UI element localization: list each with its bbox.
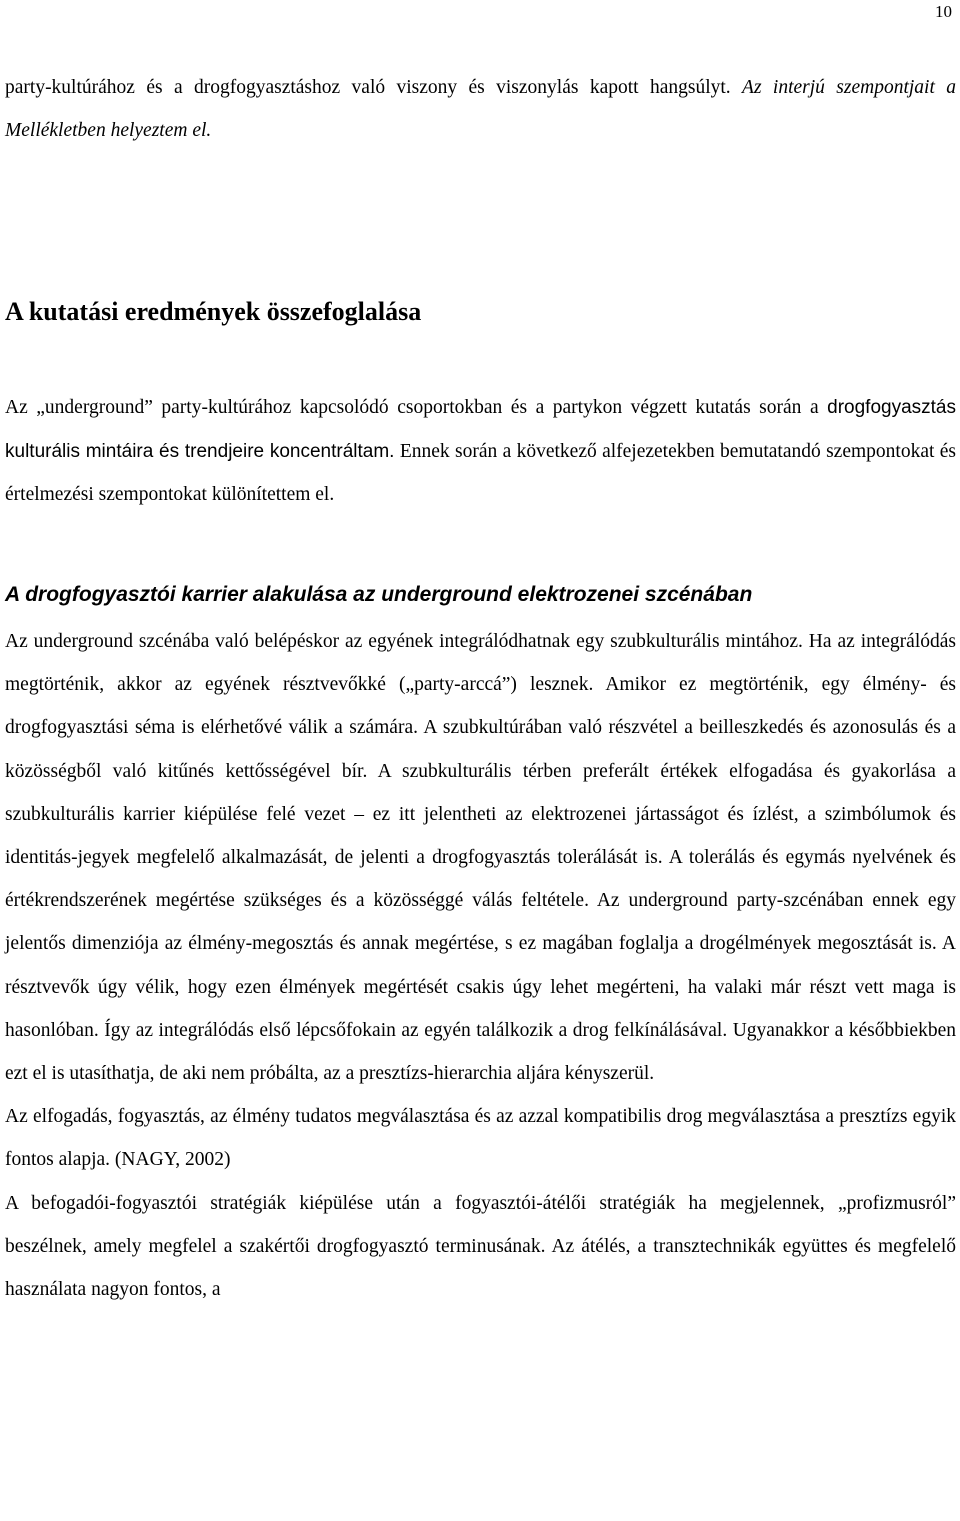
section-text-serif-2: Ennek során a következő alfejezetekben bemutatandó szempontokat és értelmezési szempontokat különítettem el. xyxy=(5,440,956,505)
section-text-sans: drogfogyasztás kulturális mintáira és trendjeire koncentráltam. xyxy=(5,397,956,462)
section-text-serif: Az „underground” party-kultúrához kapcsolódó csoportokban és a partykon végzett kutatás során a xyxy=(5,397,819,419)
body-paragraph-3: A befogadói-fogyasztói stratégiák kiépülése után a fogyasztói-átélői stratégiák ha megjelennek, „profizmusról” beszélnek, amely megfelel a szakértői drogfogyasztó terminusának. Az átélés, a transztechnikák együttes és megfelelő használata nagyon fontos, a xyxy=(5,1192,956,1301)
page-number: 10 xyxy=(935,2,952,21)
body-paragraph-1: Az underground szcénába való belépéskor az egyének integrálódhatnak egy szubkulturális mintához. Ha az integrálódás megtörténik, akkor az egyének résztvevőkké („party-arccá”) lesznek. Amikor ez megtörténik, egy élmény- és drogfogyasztási séma is elérhetővé válik a számára. A szubkultúrában való részvétel a beilleszkedés és azonosulás és a közösségből való kitűnés kettősségével bír. A szubkulturális térben preferált értékek elfogadása és gyakorlása a szubkulturális karrier kiépülése felé vezet – ez itt jelentheti az elektrozenei jártasságot és ízlést, a szimbólumok és identitás-jegyek megfelelő alkalmazását, de jelenti a drogfogyasztás tolerálását is. A tolerálás és egymás nyelvének és értékrendszerének megértése szükséges és a közösséggé válás feltétele. Az underground party-szcénában ennek egy jelentős dimenziója az élmény-megosztás és annak megértése, s ez magában foglalja a drogélmények megosztását is. A résztvevők úgy vélik, hogy ezen élmények megértését csakis úgy lehet megérteni, ha valaki már részt vett maga is hasonlóban. Így az integrálódás első lépcsőfokain az egyén találkozik a drog felkínálásával. Ugyanakkor a későbbiekben ezt el is utasíthatja, de aki nem próbálta, az a presztízs-hierarchia aljára kényszerül. xyxy=(5,631,956,1085)
intro-italic-text: Az interjú szempontjait a Mellékletben helyeztem el. xyxy=(5,77,957,142)
intro-paragraph xyxy=(5,66,956,152)
body-paragraph-2: Az elfogadás, fogyasztás, az élmény tudatos megválasztása és az azzal kompatibilis drog megválasztása a presztízs egyik fontos alapja. (NAGY, 2002) xyxy=(5,1106,956,1171)
document-body xyxy=(5,66,956,1311)
subsection-heading: A drogfogyasztói karrier alakulása az underground elektrozenei szcénában xyxy=(5,583,753,607)
section-paragraph xyxy=(5,386,956,516)
intro-text: party-kultúrához és a drogfogyasztáshoz való viszony és viszonylás kapott hangsúlyt. xyxy=(5,77,731,98)
section-heading: A kutatási eredmények összefoglalása xyxy=(5,297,422,327)
